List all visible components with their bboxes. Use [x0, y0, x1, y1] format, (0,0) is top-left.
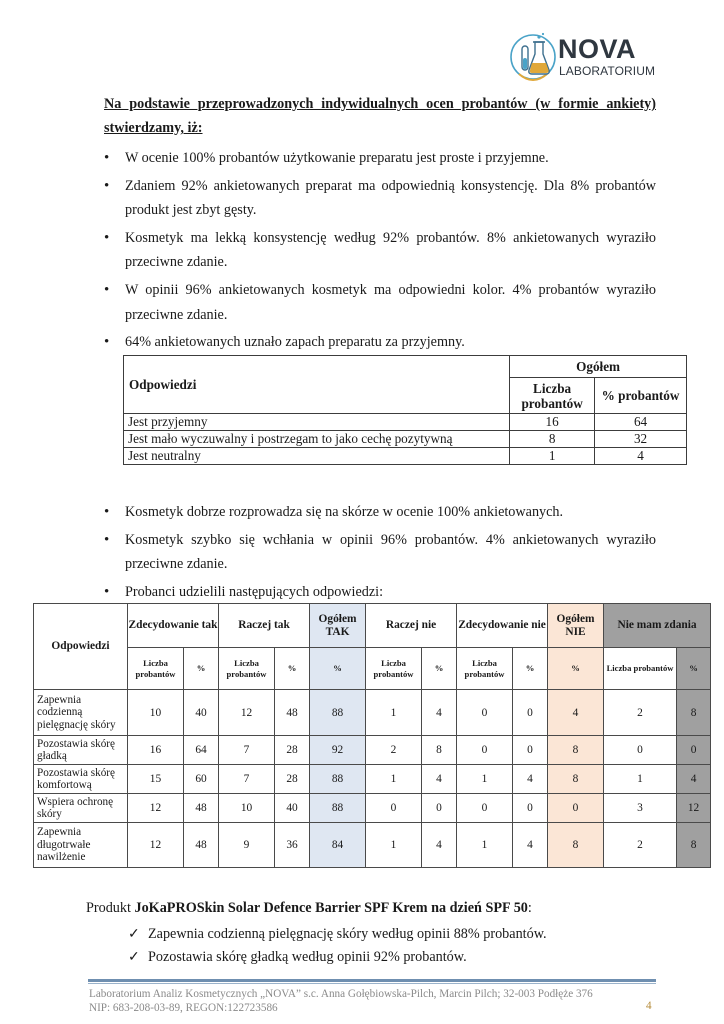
header-definitely-yes: Zdecydowanie tak [128, 604, 219, 648]
responses-table: Odpowiedzi Zdecydowanie tak Raczej tak Ogółem TAK Raczej nie Zdecydowanie nie Ogółem NIE Nie mam zdania Liczba probantów % Liczba probantów % % Liczba probantów % Liczba probantów % % Liczba probantów % Zapewnia codzienną pielęgnację skóry 10 40 12 48 88 1 4 0 0 4 2 8 Pozostawia skórę gładką 16 64 7 28 92 2 8 0 0 8 0 0 Pozostawia skórę komfortową 15 60 7 28 88 1 4 1 4 8 1 4 Wspiera ochronę skóry 12 48 10 40 88 0 0 0 0 0 3 12 Zapewnia długotrwałe nawilżenie 12 48 9 36 84 1 4 1 4 8 2 8 [33, 603, 711, 868]
cell-value: 7 [219, 736, 275, 765]
cell-value: 2 [366, 736, 422, 765]
row-label: Pozostawia skórę komfortową [34, 765, 128, 794]
bullet-list-mid [104, 500, 656, 607]
lab-flask-icon [509, 30, 557, 84]
cell-value: 4 [513, 823, 548, 868]
cell-value: 40 [184, 690, 219, 736]
cell-value: 4 [422, 690, 457, 736]
cell-value: 40 [275, 794, 310, 823]
table-row [34, 736, 711, 765]
table-header-count: Liczba probantów [510, 378, 595, 414]
header-rather-no: Raczej nie [366, 604, 457, 648]
nova-logo [509, 30, 654, 86]
check-list [128, 924, 547, 970]
intro-heading: Na podstawie przeprowadzonych indywidualnych ocen probantów (w formie ankiety) stwierdzamy, iż: [104, 96, 656, 136]
cell-value: 1 [366, 690, 422, 736]
bullet-item: • Kosmetyk szybko się wchłania w opinii 96% probantów. 4% ankietowanych wyraziło przeciwne zdanie. [104, 528, 656, 577]
page-number: 4 [646, 1000, 652, 1012]
cell-value: 7 [219, 765, 275, 794]
cell-value: 88 [310, 765, 366, 794]
table-header-percent: % probantów [595, 378, 687, 414]
cell-value: 8 [677, 690, 711, 736]
cell-value: 4 [422, 823, 457, 868]
cell-value: 10 [219, 794, 275, 823]
cell-value: 48 [184, 823, 219, 868]
cell-value: 4 [513, 765, 548, 794]
cell-value: 0 [366, 794, 422, 823]
bullet-item: • Kosmetyk dobrze rozprowadza się na skórze w ocenie 100% ankietowanych. [104, 500, 656, 525]
header-total-yes: Ogółem TAK [310, 604, 366, 648]
row-label: Zapewnia codzienną pielęgnację skóry [34, 690, 128, 736]
row-label: Zapewnia długotrwałe nawilżenie [34, 823, 128, 868]
cell-value: 12 [128, 823, 184, 868]
cell-value: 0 [457, 736, 513, 765]
cell-value: 8 [548, 765, 604, 794]
cell-value: 92 [310, 736, 366, 765]
cell-value: 12 [128, 794, 184, 823]
cell-value: 1 [457, 823, 513, 868]
header-total-no: Ogółem NIE [548, 604, 604, 648]
header-no-opinion: Nie mam zdania [604, 604, 711, 648]
cell-value: 0 [604, 736, 677, 765]
bullet-item: • Kosmetyk ma lekką konsystencję według 92% probantów. 8% ankietowanych wyraziło przeciwne zdanie. [104, 226, 656, 275]
table-header-answers: Odpowiedzi [124, 356, 510, 414]
cell-value: 1 [604, 765, 677, 794]
cell-value: 8 [422, 736, 457, 765]
cell-value: 2 [604, 823, 677, 868]
cell-value: 84 [310, 823, 366, 868]
cell-value: 4 [422, 765, 457, 794]
cell-value: 9 [219, 823, 275, 868]
bullet-item: • Zdaniem 92% ankietowanych preparat ma odpowiednią konsystencję. Dla 8% probantów produkt jest zbyt gęsty. [104, 174, 656, 223]
table-row: Jest przyjemny 16 64 [124, 414, 687, 431]
table-row: Jest neutralny 1 4 [124, 448, 687, 465]
cell-value: 1 [366, 823, 422, 868]
checkmark-icon: ✓ [128, 950, 140, 965]
cell-value: 28 [275, 765, 310, 794]
cell-value: 4 [548, 690, 604, 736]
cell-value: 1 [457, 765, 513, 794]
table-header-total: Ogółem [510, 356, 687, 378]
cell-value: 0 [457, 690, 513, 736]
scent-table [123, 355, 687, 465]
bullet-item: • Probanci udzielili następujących odpowiedzi: [104, 580, 656, 605]
cell-value: 88 [310, 794, 366, 823]
row-label: Pozostawia skórę gładką [34, 736, 128, 765]
cell-value: 2 [604, 690, 677, 736]
cell-value: 0 [677, 736, 711, 765]
cell-value: 60 [184, 765, 219, 794]
cell-value: 88 [310, 690, 366, 736]
cell-value: 3 [604, 794, 677, 823]
cell-value: 0 [513, 794, 548, 823]
cell-value: 12 [677, 794, 711, 823]
cell-value: 4 [677, 765, 711, 794]
table-row [34, 765, 711, 794]
cell-value: 15 [128, 765, 184, 794]
footer-rule-thin [88, 983, 656, 984]
cell-value: 48 [184, 794, 219, 823]
check-item: ✓ Zapewnia codzienną pielęgnację skóry według opinii 88% probantów. [128, 924, 547, 945]
cell-value: 1 [366, 765, 422, 794]
cell-value: 8 [677, 823, 711, 868]
cell-value: 0 [513, 690, 548, 736]
bullet-list-top [104, 146, 656, 358]
cell-value: 28 [275, 736, 310, 765]
checkmark-icon: ✓ [128, 927, 140, 942]
cell-value: 0 [513, 736, 548, 765]
cell-value: 0 [422, 794, 457, 823]
cell-value: 0 [457, 794, 513, 823]
cell-value: 16 [128, 736, 184, 765]
footer-address: Laboratorium Analiz Kosmetycznych „NOVA” s.c. Anna Gołębiowska-Pilch, Marcin Pilch; 32-003 Podłęże 376 NIP: 683-208-03-89, REGON:122723586 [89, 988, 593, 1014]
product-name: JoKaPROSkin Solar Defence Barrier SPF Krem na dzień SPF 50 [134, 900, 528, 916]
cell-value: 8 [548, 823, 604, 868]
logo-wordmark: NOVA [558, 34, 637, 64]
bullet-item: • W opinii 96% ankietowanych kosmetyk ma odpowiedni kolor. 4% probantów wyraziło przeciwne zdanie. [104, 278, 656, 327]
footer-rule [88, 979, 656, 982]
cell-value: 64 [184, 736, 219, 765]
cell-value: 10 [128, 690, 184, 736]
cell-value: 0 [548, 794, 604, 823]
bullet-item: • 64% ankietowanych uznało zapach preparatu za przyjemny. [104, 330, 656, 355]
table-row [34, 690, 711, 736]
table-header-answers: Odpowiedzi [34, 604, 128, 690]
product-summary: Produkt JoKaPROSkin Solar Defence Barrier SPF Krem na dzień SPF 50: [86, 900, 532, 916]
bullet-item: • W ocenie 100% probantów użytkowanie preparatu jest proste i przyjemne. [104, 146, 656, 171]
check-item: ✓ Pozostawia skórę gładką według opinii 92% probantów. [128, 947, 547, 968]
cell-value: 12 [219, 690, 275, 736]
table-row: Jest mało wyczuwalny i postrzegam to jako cechę pozytywną 8 32 [124, 431, 687, 448]
cell-value: 48 [275, 690, 310, 736]
table-row [34, 823, 711, 868]
row-label: Wspiera ochronę skóry [34, 794, 128, 823]
logo-subtitle: LABORATORIUM [559, 64, 656, 78]
header-rather-yes: Raczej tak [219, 604, 310, 648]
cell-value: 8 [548, 736, 604, 765]
cell-value: 36 [275, 823, 310, 868]
header-definitely-no: Zdecydowanie nie [457, 604, 548, 648]
table-row [34, 794, 711, 823]
